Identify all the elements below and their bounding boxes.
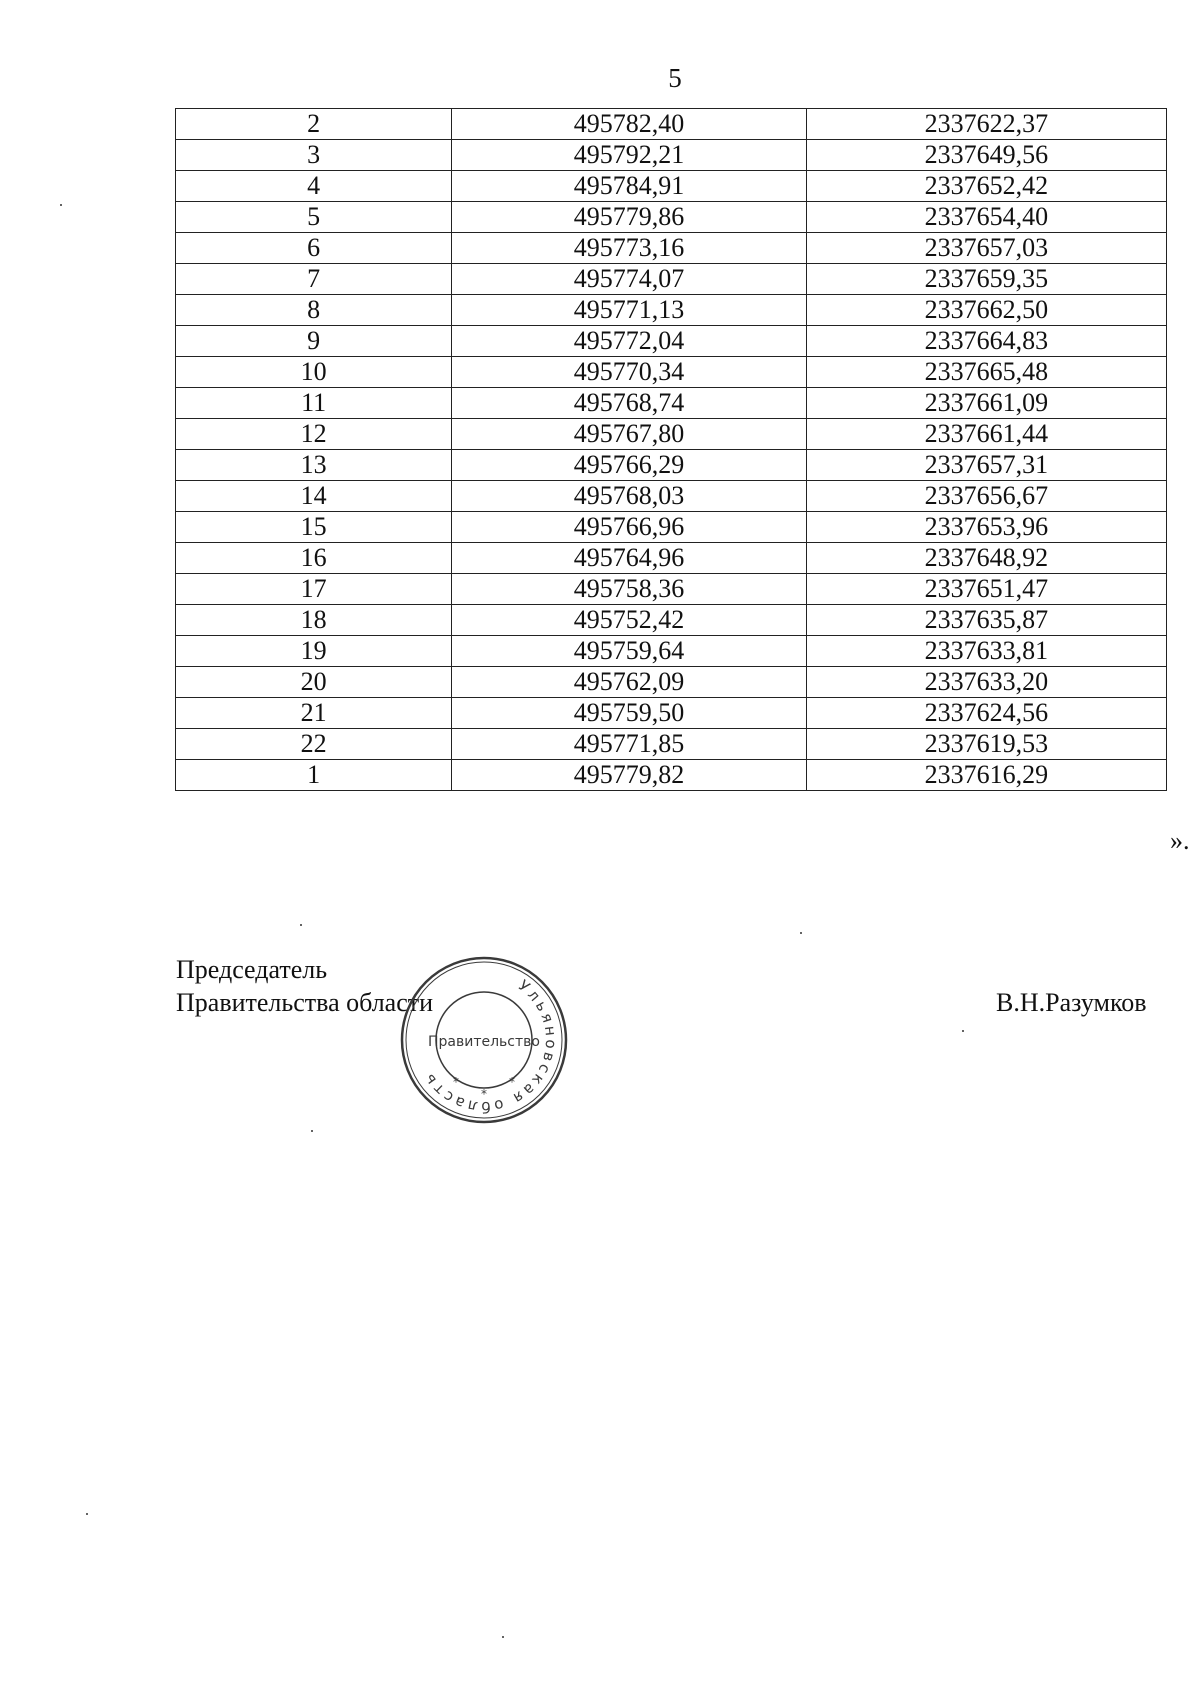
- table-row: [176, 264, 1167, 295]
- y-coordinate-cell: 2337622,37: [806, 109, 1166, 140]
- point-number-cell: 2: [176, 109, 452, 140]
- table-row: [176, 605, 1167, 636]
- official-seal-stamp: [396, 952, 572, 1128]
- coordinates-table-body: [176, 109, 1167, 791]
- x-coordinate-cell: 495752,42: [452, 605, 806, 636]
- x-coordinate-cell: 495779,86: [452, 202, 806, 233]
- table-row: [176, 667, 1167, 698]
- x-coordinate-cell: 495770,34: [452, 357, 806, 388]
- point-number-cell: 10: [176, 357, 452, 388]
- point-number-cell: 8: [176, 295, 452, 326]
- x-coordinate-cell: 495759,64: [452, 636, 806, 667]
- seal-ring-text-path: Ульяновская область: [418, 976, 561, 1117]
- x-coordinate-cell: 495766,29: [452, 450, 806, 481]
- point-number-cell: 17: [176, 574, 452, 605]
- point-number-cell: 14: [176, 481, 452, 512]
- x-coordinate-cell: 495782,40: [452, 109, 806, 140]
- point-number-cell: 22: [176, 729, 452, 760]
- point-number-cell: 1: [176, 760, 452, 791]
- seal-star-left: *: [453, 1075, 459, 1089]
- table-row: [176, 326, 1167, 357]
- point-number-cell: 6: [176, 233, 452, 264]
- y-coordinate-cell: 2337661,44: [806, 419, 1166, 450]
- x-coordinate-cell: 495784,91: [452, 171, 806, 202]
- scan-speck: [502, 1636, 504, 1638]
- table-row: [176, 574, 1167, 605]
- table-row: [176, 636, 1167, 667]
- signatory-title-line-1: Председатель: [176, 955, 328, 984]
- seal-star-right: *: [509, 1075, 515, 1089]
- signatory-name: В.Н.Разумков: [996, 988, 1147, 1017]
- x-coordinate-cell: 495774,07: [452, 264, 806, 295]
- y-coordinate-cell: 2337657,03: [806, 233, 1166, 264]
- x-coordinate-cell: 495792,21: [452, 140, 806, 171]
- scan-speck: [962, 1030, 964, 1032]
- table-row: [176, 760, 1167, 791]
- signatory-title-line-2: Правительства области: [176, 988, 434, 1017]
- table-row: [176, 233, 1167, 264]
- y-coordinate-cell: 2337648,92: [806, 543, 1166, 574]
- x-coordinate-cell: 495779,82: [452, 760, 806, 791]
- x-coordinate-cell: 495758,36: [452, 574, 806, 605]
- table-row: [176, 481, 1167, 512]
- y-coordinate-cell: 2337649,56: [806, 140, 1166, 171]
- point-number-cell: 20: [176, 667, 452, 698]
- x-coordinate-cell: 495772,04: [452, 326, 806, 357]
- x-coordinate-cell: 495766,96: [452, 512, 806, 543]
- scan-speck: [86, 1513, 88, 1515]
- x-coordinate-cell: 495771,85: [452, 729, 806, 760]
- table-row: [176, 357, 1167, 388]
- table-row: [176, 109, 1167, 140]
- table-row: [176, 512, 1167, 543]
- point-number-cell: 3: [176, 140, 452, 171]
- x-coordinate-cell: 495768,03: [452, 481, 806, 512]
- table-row: [176, 419, 1167, 450]
- table-row: [176, 450, 1167, 481]
- x-coordinate-cell: 495762,09: [452, 667, 806, 698]
- point-number-cell: 4: [176, 171, 452, 202]
- signatory-title: [176, 953, 433, 1019]
- x-coordinate-cell: 495771,13: [452, 295, 806, 326]
- scan-speck: [300, 924, 302, 926]
- point-number-cell: 12: [176, 419, 452, 450]
- scan-speck: [60, 204, 62, 206]
- y-coordinate-cell: 2337661,09: [806, 388, 1166, 419]
- table-row: [176, 171, 1167, 202]
- table-row: [176, 140, 1167, 171]
- table-row: [176, 202, 1167, 233]
- table-row: [176, 388, 1167, 419]
- point-number-cell: 18: [176, 605, 452, 636]
- coordinates-table: [175, 108, 1167, 791]
- x-coordinate-cell: 495773,16: [452, 233, 806, 264]
- point-number-cell: 13: [176, 450, 452, 481]
- point-number-cell: 5: [176, 202, 452, 233]
- y-coordinate-cell: 2337656,67: [806, 481, 1166, 512]
- y-coordinate-cell: 2337635,87: [806, 605, 1166, 636]
- x-coordinate-cell: 495767,80: [452, 419, 806, 450]
- point-number-cell: 21: [176, 698, 452, 729]
- y-coordinate-cell: 2337653,96: [806, 512, 1166, 543]
- point-number-cell: 19: [176, 636, 452, 667]
- seal-center-text: Правительство: [428, 1034, 540, 1050]
- closing-quote: ».: [1170, 826, 1190, 855]
- y-coordinate-cell: 2337633,81: [806, 636, 1166, 667]
- table-row: [176, 295, 1167, 326]
- y-coordinate-cell: 2337662,50: [806, 295, 1166, 326]
- y-coordinate-cell: 2337633,20: [806, 667, 1166, 698]
- y-coordinate-cell: 2337651,47: [806, 574, 1166, 605]
- y-coordinate-cell: 2337654,40: [806, 202, 1166, 233]
- scan-speck: [311, 1130, 313, 1132]
- point-number-cell: 15: [176, 512, 452, 543]
- x-coordinate-cell: 495768,74: [452, 388, 806, 419]
- y-coordinate-cell: 2337624,56: [806, 698, 1166, 729]
- y-coordinate-cell: 2337616,29: [806, 760, 1166, 791]
- y-coordinate-cell: 2337657,31: [806, 450, 1166, 481]
- point-number-cell: 16: [176, 543, 452, 574]
- y-coordinate-cell: 2337659,35: [806, 264, 1166, 295]
- table-row: [176, 729, 1167, 760]
- point-number-cell: 11: [176, 388, 452, 419]
- y-coordinate-cell: 2337665,48: [806, 357, 1166, 388]
- table-row: [176, 543, 1167, 574]
- scan-speck: [800, 932, 802, 934]
- table-row: [176, 698, 1167, 729]
- x-coordinate-cell: 495759,50: [452, 698, 806, 729]
- point-number-cell: 7: [176, 264, 452, 295]
- x-coordinate-cell: 495764,96: [452, 543, 806, 574]
- point-number-cell: 9: [176, 326, 452, 357]
- y-coordinate-cell: 2337664,83: [806, 326, 1166, 357]
- seal-star-center: *: [481, 1087, 487, 1101]
- page-number: 5: [668, 63, 682, 93]
- y-coordinate-cell: 2337619,53: [806, 729, 1166, 760]
- y-coordinate-cell: 2337652,42: [806, 171, 1166, 202]
